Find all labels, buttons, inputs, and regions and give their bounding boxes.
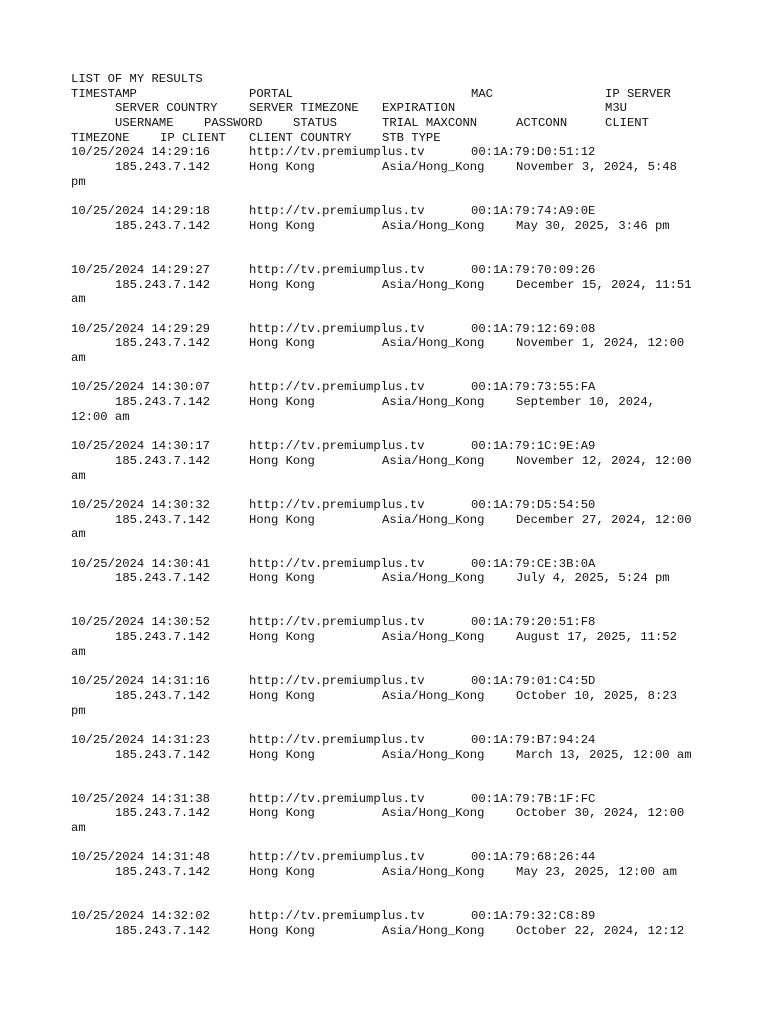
record-mac: 00:1A:79:32:C8:89 — [471, 909, 596, 924]
record-ip: 185.243.7.142 — [115, 512, 211, 527]
record-timezone: Asia/Hong_Kong — [382, 923, 485, 938]
record-line-2 — [71, 160, 711, 175]
record-timestamp: 10/25/2024 14:29:16 — [71, 145, 210, 160]
header-line-4 — [71, 131, 711, 146]
record-spacer — [71, 895, 711, 910]
record-country: Hong Kong — [249, 747, 315, 762]
record-ip: 185.243.7.142 — [115, 453, 211, 468]
record-portal: http://tv.premiumplus.tv — [249, 850, 425, 865]
record-timezone: Asia/Hong_Kong — [382, 571, 485, 586]
record-country: Hong Kong — [249, 395, 315, 410]
record-portal: http://tv.premiumplus.tv — [249, 262, 425, 277]
record-expiration: July 4, 2025, 5:24 pm — [516, 571, 670, 586]
record-ip: 185.243.7.142 — [115, 277, 211, 292]
record-portal: http://tv.premiumplus.tv — [249, 497, 425, 512]
record-mac: 00:1A:79:D0:51:12 — [471, 145, 596, 160]
record-portal: http://tv.premiumplus.tv — [249, 321, 425, 336]
record-line-1 — [71, 439, 711, 454]
record-timezone: Asia/Hong_Kong — [382, 160, 485, 175]
record-ip: 185.243.7.142 — [115, 630, 211, 645]
record-timestamp: 10/25/2024 14:29:27 — [71, 262, 210, 277]
record-spacer — [71, 190, 711, 205]
header-server-timezone: SERVER TIMEZONE — [249, 101, 359, 116]
result-record — [71, 557, 711, 616]
header-trial-maxconn: TRIAL MAXCONN — [382, 116, 478, 131]
record-line-2 — [71, 336, 711, 351]
record-country: Hong Kong — [249, 336, 315, 351]
record-line-2 — [71, 689, 711, 704]
record-timestamp: 10/25/2024 14:29:18 — [71, 204, 210, 219]
record-timezone: Asia/Hong_Kong — [382, 630, 485, 645]
record-wrap-line — [71, 762, 711, 777]
record-mac: 00:1A:79:7B:1F:FC — [471, 791, 596, 806]
record-expiration: October 10, 2025, 8:23 — [516, 688, 677, 703]
header-m3u: M3U — [605, 101, 627, 116]
record-ip: 185.243.7.142 — [115, 336, 211, 351]
record-country: Hong Kong — [249, 277, 315, 292]
record-spacer — [71, 248, 711, 263]
record-ip: 185.243.7.142 — [115, 571, 211, 586]
result-record — [71, 439, 711, 498]
results-document — [71, 72, 711, 939]
record-spacer — [71, 836, 711, 851]
record-portal: http://tv.premiumplus.tv — [249, 615, 425, 630]
record-expiration: August 17, 2025, 11:52 — [516, 630, 677, 645]
record-expiration: March 13, 2025, 12:00 am — [516, 747, 692, 762]
header-mac: MAC — [471, 86, 493, 101]
record-mac: 00:1A:79:D5:54:50 — [471, 497, 596, 512]
record-ip: 185.243.7.142 — [115, 160, 211, 175]
header-stb-type: STB TYPE — [382, 130, 441, 145]
record-country: Hong Kong — [249, 218, 315, 233]
result-record — [71, 380, 711, 439]
record-line-2 — [71, 806, 711, 821]
record-expiration: November 3, 2024, 5:48 — [516, 160, 677, 175]
record-portal: http://tv.premiumplus.tv — [249, 145, 425, 160]
record-line-2 — [71, 219, 711, 234]
record-line-1 — [71, 322, 711, 337]
record-ip: 185.243.7.142 — [115, 747, 211, 762]
record-line-2 — [71, 748, 711, 763]
record-timestamp: 10/25/2024 14:31:23 — [71, 732, 210, 747]
record-timezone: Asia/Hong_Kong — [382, 512, 485, 527]
record-expiration: May 23, 2025, 12:00 am — [516, 865, 677, 880]
record-line-1 — [71, 792, 711, 807]
record-country: Hong Kong — [249, 923, 315, 938]
record-line-1 — [71, 850, 711, 865]
record-ip: 185.243.7.142 — [115, 923, 211, 938]
record-timezone: Asia/Hong_Kong — [382, 218, 485, 233]
record-expiration: September 10, 2024, — [516, 395, 655, 410]
record-spacer — [71, 777, 711, 792]
record-line-2 — [71, 571, 711, 586]
header-line-2 — [71, 101, 711, 116]
record-ip: 185.243.7.142 — [115, 688, 211, 703]
record-line-1 — [71, 733, 711, 748]
header-password: PASSWORD — [204, 116, 263, 131]
record-mac: 00:1A:79:CE:3B:0A — [471, 556, 596, 571]
result-record — [71, 263, 711, 322]
header-server-country: SERVER COUNTRY — [115, 101, 218, 116]
record-timestamp: 10/25/2024 14:31:48 — [71, 850, 210, 865]
record-country: Hong Kong — [249, 160, 315, 175]
record-spacer — [71, 366, 711, 381]
record-line-2 — [71, 395, 711, 410]
record-wrap-line: pm — [71, 703, 86, 718]
record-spacer — [71, 601, 711, 616]
record-spacer — [71, 718, 711, 733]
record-line-2 — [71, 513, 711, 528]
record-timestamp: 10/25/2024 14:30:07 — [71, 380, 210, 395]
record-timestamp: 10/25/2024 14:32:02 — [71, 909, 210, 924]
record-spacer — [71, 307, 711, 322]
record-line-2 — [71, 630, 711, 645]
record-line-1 — [71, 204, 711, 219]
result-record — [71, 615, 711, 674]
header-timestamp: TIMESTAMP — [71, 86, 137, 101]
record-mac: 00:1A:79:12:69:08 — [471, 321, 596, 336]
record-wrap-line: am — [71, 351, 86, 366]
record-line-1 — [71, 498, 711, 513]
record-mac: 00:1A:79:20:51:F8 — [471, 615, 596, 630]
record-mac: 00:1A:79:73:55:FA — [471, 380, 596, 395]
record-country: Hong Kong — [249, 453, 315, 468]
record-timezone: Asia/Hong_Kong — [382, 277, 485, 292]
record-expiration: October 30, 2024, 12:00 — [516, 806, 685, 821]
record-expiration: November 12, 2024, 12:00 — [516, 453, 692, 468]
results-list — [71, 145, 711, 938]
record-line-2 — [71, 278, 711, 293]
record-timestamp: 10/25/2024 14:30:32 — [71, 497, 210, 512]
record-wrap-line: pm — [71, 174, 86, 189]
record-mac: 00:1A:79:74:A9:0E — [471, 204, 596, 219]
record-timezone: Asia/Hong_Kong — [382, 747, 485, 762]
record-wrap-line: am — [71, 527, 86, 542]
header-timezone: TIMEZONE — [71, 130, 130, 145]
header-client-country: CLIENT COUNTRY — [249, 130, 352, 145]
record-expiration: October 22, 2024, 12:12 — [516, 923, 685, 938]
record-wrap-line — [71, 586, 711, 601]
document-title: LIST OF MY RESULTS — [71, 72, 203, 86]
record-ip: 185.243.7.142 — [115, 865, 211, 880]
record-timestamp: 10/25/2024 14:31:38 — [71, 791, 210, 806]
record-country: Hong Kong — [249, 630, 315, 645]
record-ip: 185.243.7.142 — [115, 806, 211, 821]
header-line-3 — [71, 116, 711, 131]
header-status: STATUS — [293, 116, 337, 131]
record-line-2 — [71, 924, 711, 939]
record-portal: http://tv.premiumplus.tv — [249, 556, 425, 571]
record-country: Hong Kong — [249, 806, 315, 821]
record-country: Hong Kong — [249, 688, 315, 703]
record-line-1 — [71, 909, 711, 924]
record-wrap-line: am — [71, 821, 86, 836]
record-wrap-line — [71, 880, 711, 895]
record-wrap-line — [71, 234, 711, 249]
result-record — [71, 850, 711, 909]
record-spacer — [71, 425, 711, 440]
record-timezone: Asia/Hong_Kong — [382, 395, 485, 410]
record-ip: 185.243.7.142 — [115, 218, 211, 233]
record-mac: 00:1A:79:1C:9E:A9 — [471, 439, 596, 454]
record-timezone: Asia/Hong_Kong — [382, 336, 485, 351]
record-country: Hong Kong — [249, 512, 315, 527]
record-timestamp: 10/25/2024 14:31:16 — [71, 674, 210, 689]
result-record — [71, 674, 711, 733]
record-timestamp: 10/25/2024 14:29:29 — [71, 321, 210, 336]
record-expiration: December 27, 2024, 12:00 — [516, 512, 692, 527]
record-timestamp: 10/25/2024 14:30:52 — [71, 615, 210, 630]
record-portal: http://tv.premiumplus.tv — [249, 732, 425, 747]
record-expiration: December 15, 2024, 11:51 — [516, 277, 692, 292]
record-mac: 00:1A:79:68:26:44 — [471, 850, 596, 865]
record-line-1 — [71, 263, 711, 278]
result-record — [71, 909, 711, 938]
record-expiration: November 1, 2024, 12:00 — [516, 336, 685, 351]
header-portal: PORTAL — [249, 86, 293, 101]
record-timezone: Asia/Hong_Kong — [382, 688, 485, 703]
record-mac: 00:1A:79:01:C4:5D — [471, 674, 596, 689]
record-line-2 — [71, 454, 711, 469]
header-client: CLIENT — [605, 116, 649, 131]
record-line-1 — [71, 380, 711, 395]
record-spacer — [71, 660, 711, 675]
record-spacer — [71, 542, 711, 557]
record-spacer — [71, 483, 711, 498]
record-timestamp: 10/25/2024 14:30:17 — [71, 439, 210, 454]
record-timezone: Asia/Hong_Kong — [382, 453, 485, 468]
record-expiration: May 30, 2025, 3:46 pm — [516, 218, 670, 233]
header-expiration: EXPIRATION — [382, 101, 456, 116]
header-username: USERNAME — [115, 116, 174, 131]
record-line-1 — [71, 145, 711, 160]
record-wrap-line: am — [71, 468, 86, 483]
result-record — [71, 204, 711, 263]
record-country: Hong Kong — [249, 571, 315, 586]
record-timestamp: 10/25/2024 14:30:41 — [71, 556, 210, 571]
record-portal: http://tv.premiumplus.tv — [249, 674, 425, 689]
record-portal: http://tv.premiumplus.tv — [249, 439, 425, 454]
result-record — [71, 792, 711, 851]
record-line-1 — [71, 615, 711, 630]
record-country: Hong Kong — [249, 865, 315, 880]
record-timezone: Asia/Hong_Kong — [382, 806, 485, 821]
record-portal: http://tv.premiumplus.tv — [249, 909, 425, 924]
record-wrap-line: am — [71, 644, 86, 659]
record-line-2 — [71, 865, 711, 880]
header-actconn: ACTCONN — [516, 116, 568, 131]
record-wrap-line: 12:00 am — [71, 409, 130, 424]
header-ip-client: IP CLIENT — [160, 130, 226, 145]
result-record — [71, 498, 711, 557]
header-line-1 — [71, 87, 711, 102]
record-mac: 00:1A:79:70:09:26 — [471, 262, 596, 277]
record-line-1 — [71, 674, 711, 689]
record-portal: http://tv.premiumplus.tv — [249, 204, 425, 219]
record-portal: http://tv.premiumplus.tv — [249, 380, 425, 395]
result-record — [71, 733, 711, 792]
record-portal: http://tv.premiumplus.tv — [249, 791, 425, 806]
result-record — [71, 322, 711, 381]
record-mac: 00:1A:79:B7:94:24 — [471, 732, 596, 747]
record-line-1 — [71, 557, 711, 572]
record-wrap-line: am — [71, 292, 86, 307]
record-ip: 185.243.7.142 — [115, 395, 211, 410]
result-record — [71, 145, 711, 204]
record-timezone: Asia/Hong_Kong — [382, 865, 485, 880]
header-ip-server: IP SERVER — [605, 86, 671, 101]
